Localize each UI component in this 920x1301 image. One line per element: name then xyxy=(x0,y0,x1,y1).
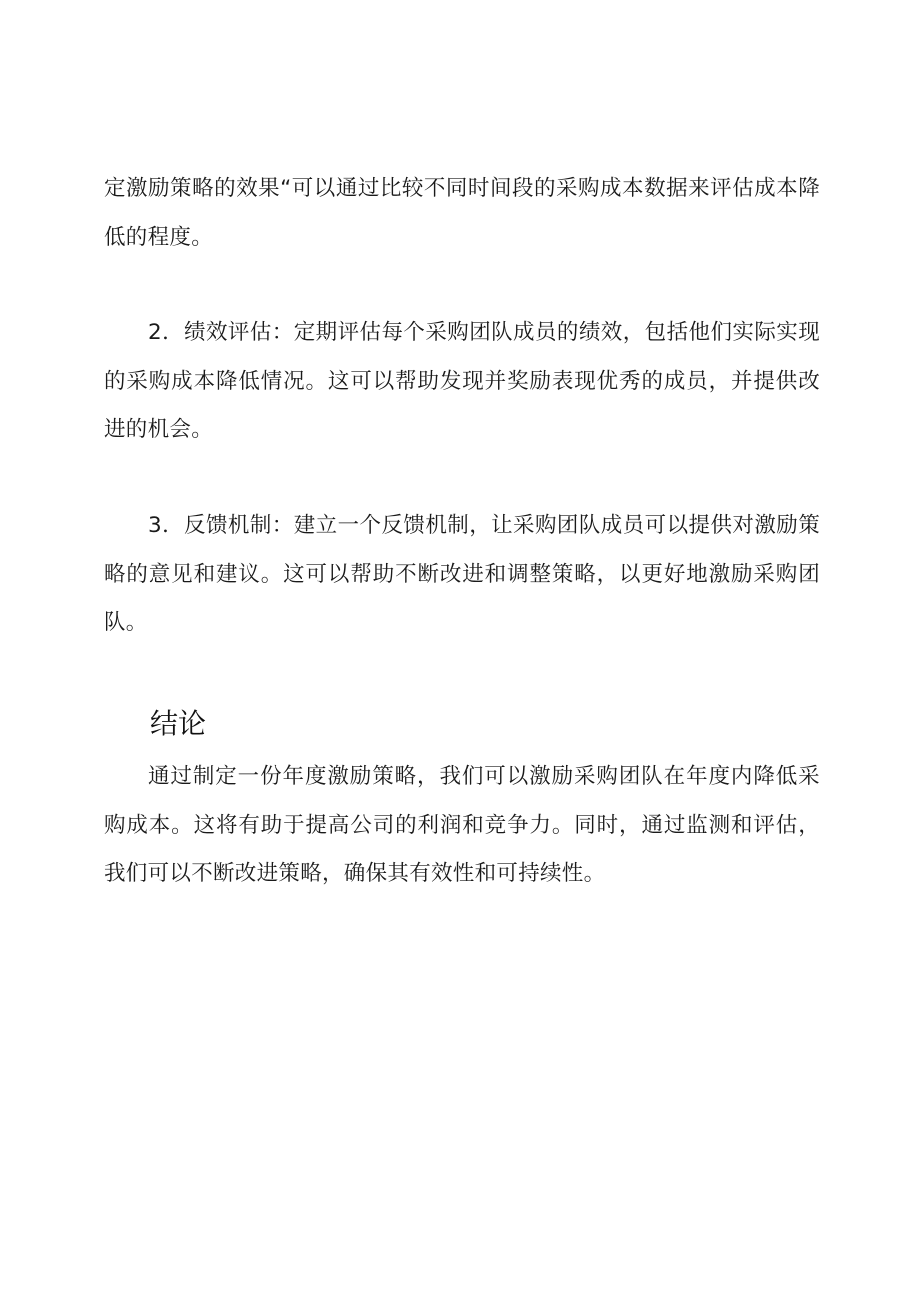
conclusion-heading: 结论 xyxy=(150,707,207,740)
list-item-feedback-mechanism: 3．反馈机制：建立一个反馈机制，让采购团队成员可以提供对激励策略的意见和建议。这可以帮助不断改进和调整策略，以更好地激励采购团队。 xyxy=(104,513,820,635)
conclusion-paragraph: 通过制定一份年度激励策略，我们可以激励采购团队在年度内降低采购成本。这将有助于提高公司的利润和竞争力。同时，通过监测和评估，我们可以不断改进策略，确保其有效性和可持续性。 xyxy=(104,764,820,886)
continuation-paragraph: 定激励策略的效果“可以通过比较不同时间段的采购成本数据来评估成本降低的程度。 xyxy=(104,176,820,250)
list-item-performance-evaluation: 2．绩效评估：定期评估每个采购团队成员的绩效，包括他们实际实现的采购成本降低情况。这可以帮助发现并奖励表现优秀的成员，并提供改进的机会。 xyxy=(104,320,820,442)
